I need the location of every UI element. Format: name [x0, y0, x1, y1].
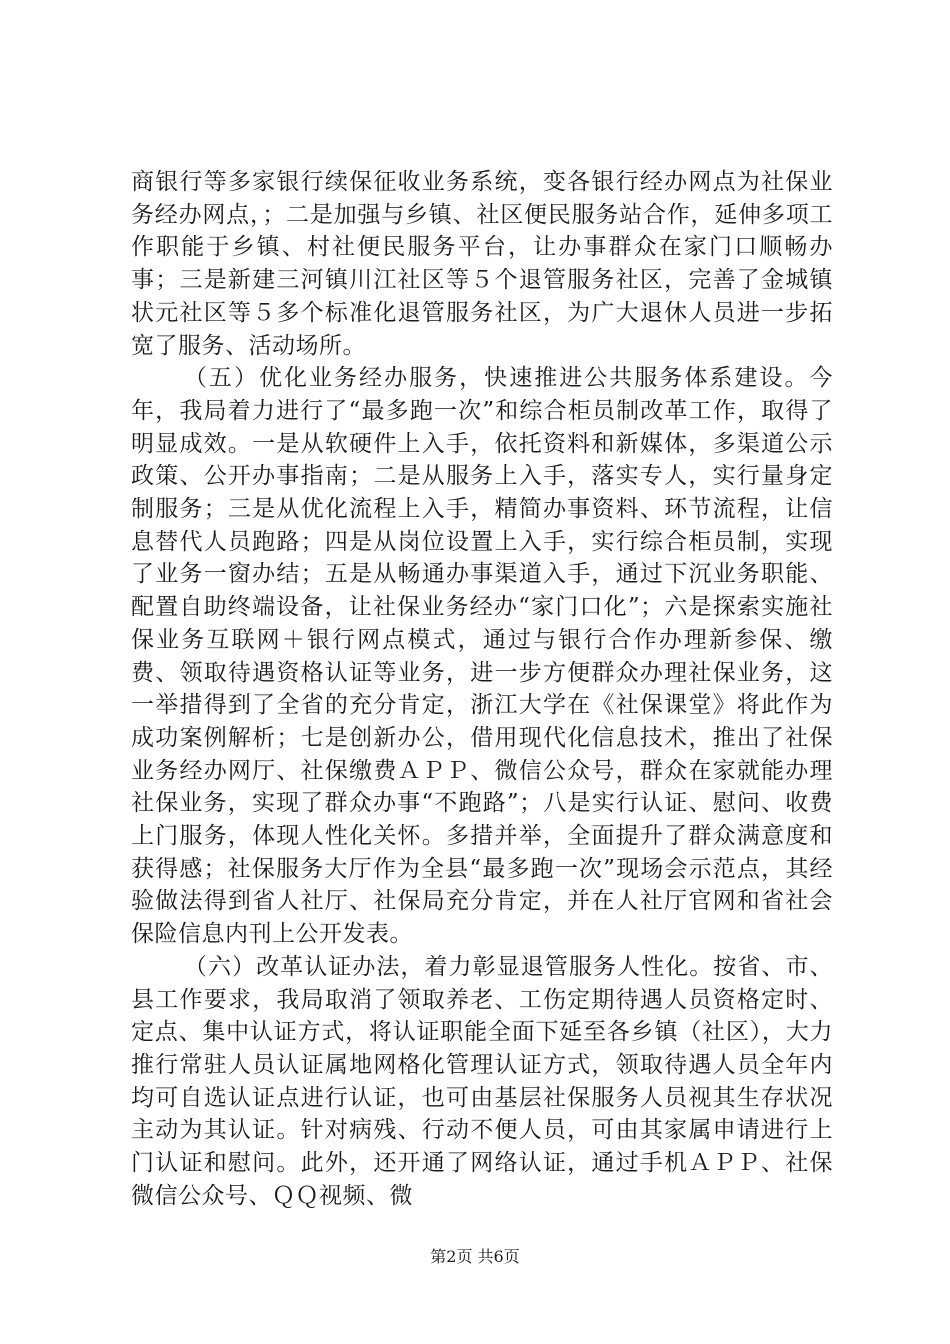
- page-number-footer: 第2页 共6页: [430, 1247, 520, 1266]
- paragraph-continuation: 商银行等多家银行续保征收业务系统，变各银行经办网点为社保业务经办网点，；二是加强与乡镇、社区便民服务站合作，延伸多项工作职能于乡镇、村社便民服务平台，让办事群众在家门口顺畅办事；三是新建三河镇川江社区等５个退管服务社区，完善了金城镇状元社区等５多个标准化退管服务社区，为广大退休人员进一步拓宽了服务、活动场所。: [131, 169, 833, 359]
- paragraph-section-five: （五）优化业务经办服务，快速推进公共服务体系建设。今年，我局着力进行了“最多跑一次”和综合柜员制改革工作，取得了明显成效。一是从软硬件上入手，依托资料和新媒体，多渠道公示政策、公开办事指南；二是从服务上入手，落实专人，实行量身定制服务；三是从优化流程上入手，精简办事资料、环节流程，让信息替代人员跑路；四是从岗位设置上入手，实行综合柜员制，实现了业务一窗办结；五是从畅通办事渠道入手，通过下沉业务职能、配置自助终端设备，让社保业务经办“家门口化”；六是探索实施社保业务互联网＋银行网点模式，通过与银行合作办理新参保、缴费、领取待遇资格认证等业务，进一步方便群众办理社保业务，这一举措得到了全省的充分肯定，浙江大学在《社保课堂》将此作为成功案例解析；七是创新办公，借用现代化信息技术，推出了社保业务经办网厅、社保缴费ＡＰＰ、微信公众号，群众在家就能办理社保业务，实现了群众办事“不跑路”；八是实行认证、慰问、收费上门服务，体现人性化关怀。多措并举，全面提升了群众满意度和获得感；社保服务大厅作为全县“最多跑一次”现场会示范点，其经验做法得到省人社厅、社保局充分肯定，并在人社厅官网和省社会保险信息内刊上公开发表。: [131, 365, 833, 948]
- paragraph-section-six: （六）改革认证办法，着力彰显退管服务人性化。按省、市、县工作要求，我局取消了领取养老、工伤定期待遇人员资格定时、定点、集中认证方式，将认证职能全面下延至各乡镇（社区），大力推行常驻人员认证属地网格化管理认证方式，领取待遇人员全年内均可自选认证点进行认证，也可由基层社保服务人员视其生存状况主动为其认证。针对病残、行动不便人员，可由其家属申请进行上门认证和慰问。此外，还开通了网络认证，通过手机ＡＰＰ、社保微信公众号、ＱＱ视频、微: [131, 953, 833, 1209]
- document-body: [131, 166, 833, 1213]
